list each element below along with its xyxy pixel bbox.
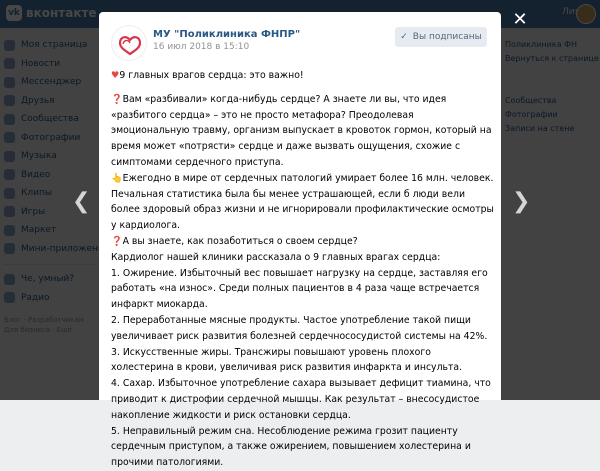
list-item: 5. Неправильный режим сна. Несоблюдение режима грозит пациенту сердечным приступом, а также ожирением, повышением холестерина и прочими патологиями. — [111, 425, 471, 469]
list-item: 1. Ожирение. Избыточный вес повышает нагрузку на сердце, заставляя его работать «на износ». Среди полных пациентов в 4 раза чаще встречается инфаркт миокарда. — [111, 267, 488, 311]
post-paragraph: ❓Вам «разбивали» когда-нибудь сердце? А знаете ли вы, что идея «разбитого сердца» – это не просто метафора? Преодолевая эмоциональную травму, организм выпускает в кровоток гормон, который на время может «потрясти» сердце и даже вызвать ощущения, схожие с симптомами сердечного приступа. — [111, 93, 492, 168]
heart-icon: ♥ — [111, 70, 120, 81]
post-paragraph: Кардиолог нашей клиники рассказала о 9 главных врагах сердца: — [111, 251, 441, 263]
check-icon: ✓ — [400, 32, 408, 42]
list-item: 3. Искусственные жиры. Трансжиры повышают уровень плохого холестерина в крови, увеличивая риск развития инфаркта и инсульта. — [111, 346, 463, 374]
chevron-right-icon: ❯ — [512, 189, 531, 214]
post-modal — [99, 12, 501, 469]
close-icon: ✕ — [512, 9, 528, 30]
post-date[interactable]: 16 июл 2018 в 15:10 — [153, 42, 250, 52]
community-avatar[interactable] — [111, 25, 147, 61]
post-author[interactable]: МУ "Поликлиника ФНПР" — [153, 29, 301, 40]
list-item: 2. Переработанные мясные продукты. Частое употребление такой пищи увеличивает риск развития болезней сердечнососудистой системы на 42%. — [111, 314, 488, 342]
next-post-button[interactable] — [512, 189, 531, 214]
prev-post-button[interactable] — [72, 189, 91, 214]
close-button[interactable] — [510, 10, 530, 30]
post-paragraph: ❓А вы знаете, как позаботиться о своем сердце? — [111, 235, 358, 247]
subscribed-button[interactable] — [395, 27, 487, 47]
pointing-hand-icon: 👆 — [111, 172, 123, 184]
post-paragraph: 👆Ежегодно в мире от сердечных патологий умирает более 16 млн. человек. Печальная статистика была бы менее устрашающей, если б люди вели более здоровый образ жизни и не игнорировали профилактические осмотры у кардиолога. — [111, 172, 494, 232]
post-header — [99, 12, 501, 60]
list-item: 4. Сахар. Избыточное употребление сахара вызывает дефицит тиамина, что приводит к дистрофии сердечной мышцы. Как результат – внесосудистое накопление жидкости и риск остановки сердца. — [111, 378, 491, 421]
post-text — [111, 68, 495, 471]
heart-logo-icon — [112, 26, 148, 62]
subscribed-label: Вы подписаны — [412, 32, 482, 42]
chevron-left-icon: ❮ — [72, 189, 91, 214]
question-icon: ❓ — [111, 93, 123, 105]
question-icon: ❓ — [111, 235, 123, 247]
post-title-line: ♥9 главных врагов сердца: это важно! — [111, 70, 304, 81]
